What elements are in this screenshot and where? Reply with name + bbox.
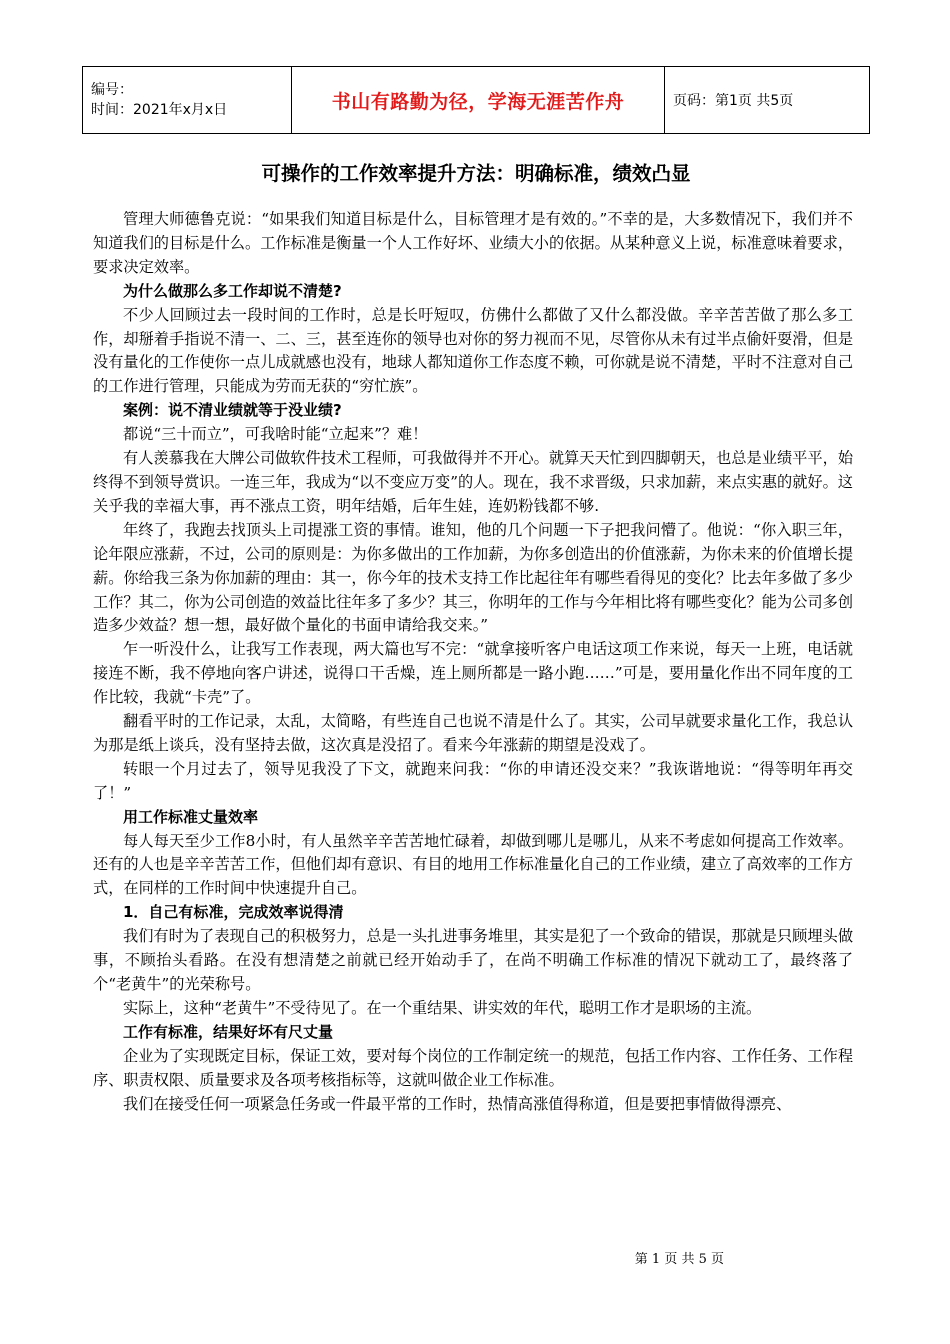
body-paragraph: 每人每天至少工作8小时，有人虽然辛辛苦苦地忙碌着，却做到哪儿是哪儿，从来不考虑如何提高工作效率。还有的人也是辛辛苦苦工作，但他们却有意识、有目的地用工作标准量化自己的工作业绩，建立了高效率的工作方式，在同样的工作时间中快速提升自己。 <box>93 831 853 898</box>
body-paragraph: 我们在接受任何一项紧急任务或一件最平常的工作时，热情高涨值得称道，但是要把事情做得漂亮、 <box>123 1094 792 1113</box>
body-paragraph: 有人羡慕我在大牌公司做软件技术工程师，可我做得并不开心。就算天天忙到四脚朝天，也总是业绩平平，始终得不到领导赏识。一连三年，我成为“以不变应万变”的人。现在，我不求晋级，只求加薪，来点实惠的就好。这关乎我的幸福大事，再不涨点工资，明年结婚，后年生娃，连奶粉钱都不够. <box>93 449 853 515</box>
body-paragraph: 企业为了实现既定目标，保证工效，要对每个岗位的工作制定统一的规范，包括工作内容、工作任务、工作程序、职责权限、质量要求及各项考核指标等，这就叫做企业工作标准。 <box>93 1046 853 1089</box>
section-heading: 案例：说不清业绩就等于没业绩? <box>123 401 342 420</box>
document-number-label: 编号： <box>91 82 133 98</box>
header-motto: 书山有路勤为径，学海无涯苦作舟 <box>292 67 665 134</box>
section-heading: 工作有标准，结果好坏有尺丈量 <box>123 1022 334 1041</box>
page-footer <box>0 1248 950 1267</box>
section-heading: 用工作标准丈量效率 <box>123 807 259 826</box>
body-paragraph: 年终了，我跑去找顶头上司提涨工资的事情。谁知，他的几个问题一下子把我问懵了。他说：“你入职三年，论年限应涨薪，不过，公司的原则是：为你多做出的工作加薪，为你多创造出的价值涨薪，为你未来的价值增长提薪。你给我三条为你加薪的理由：其一，你今年的技术支持工作比起往年有哪些看得见的变化？比去年多做了多少工作？其二，你为公司创造的效益比往年多了多少？其三，你明年的工作与今年相比将有哪些变化？能为公司多创造多少效益？想一想，最好做个量化的书面申请给我交来。” <box>93 520 853 635</box>
section-heading: 为什么做那么多工作却说不清楚? <box>123 281 342 300</box>
body-paragraph: 实际上，这种“老黄牛”不受待见了。在一个重结果、讲实效的年代，聪明工作才是职场的主流。 <box>123 998 762 1017</box>
body-paragraph: 我们有时为了表现自己的积极努力，总是一头扎进事务堆里，其实是犯了一个致命的错误，那就是只顾埋头做事，不顾抬头看路。在没有想清楚之前就已经开始动手了，在尚不明确工作标准的情况下就动工了，最终落了个“老黄牛”的光荣称号。 <box>93 927 853 993</box>
footer-page-number: 第 1 页 共 5 页 <box>634 1252 724 1267</box>
section-heading: 1．自己有标准，完成效率说得清 <box>123 903 344 922</box>
document-date: 时间：2021年x月x日 <box>91 102 228 118</box>
body-paragraph: 都说“三十而立”，可我啥时能“立起来”？难！ <box>123 425 428 444</box>
header-meta-cell <box>83 67 292 134</box>
document-title: 可操作的工作效率提升方法：明确标准，绩效凸显 <box>261 162 691 185</box>
document-body <box>93 208 853 1116</box>
body-paragraph: 翻看平时的工作记录，太乱，太简略，有些连自己也说不清是什么了。其实，公司早就要求量化工作，我总认为那是纸上谈兵，没有坚持去做，这次真是没招了。看来今年涨薪的期望是没戏了。 <box>93 712 853 754</box>
header-table <box>82 66 870 134</box>
body-paragraph: 不少人回顾过去一段时间的工作时，总是长吁短叹，仿佛什么都做了又什么都没做。辛辛苦苦做了那么多工作，却掰着手指说不清一、二、三，甚至连你的领导也对你的努力视而不见，尽管你从未有过半点偷奸耍滑，但是没有量化的工作使你一点儿成就感也没有，地球人都知道你工作态度不赖，可你就是说不清楚，平时不注意对自己的工作进行管理，只能成为劳而无获的“穷忙族”。 <box>93 305 853 396</box>
body-paragraph: 乍一听没什么，让我写工作表现，两大篇也写不完：“就拿接听客户电话这项工作来说，每天一上班，电话就接连不断，我不停地向客户讲述，说得口干舌燥，连上厕所都是一路小跑……”可是，要用量化作出不同年度的工作比较，我就“卡壳”了。 <box>93 640 853 707</box>
body-paragraph: 转眼一个月过去了，领导见我没了下文，就跑来问我：“你的申请还没交来？”我诙谐地说：“得等明年再交了！” <box>93 759 853 802</box>
body-paragraph: 管理大师德鲁克说：“如果我们知道目标是什么，目标管理才是有效的。”不幸的是，大多数情况下，我们并不知道我们的目标是什么。工作标准是衡量一个人工作好坏、业绩大小的依据。从某种意义上说，标准意味着要求，要求决定效率。 <box>93 210 853 276</box>
header-page-info: 页码：第1页 共5页 <box>665 67 870 134</box>
